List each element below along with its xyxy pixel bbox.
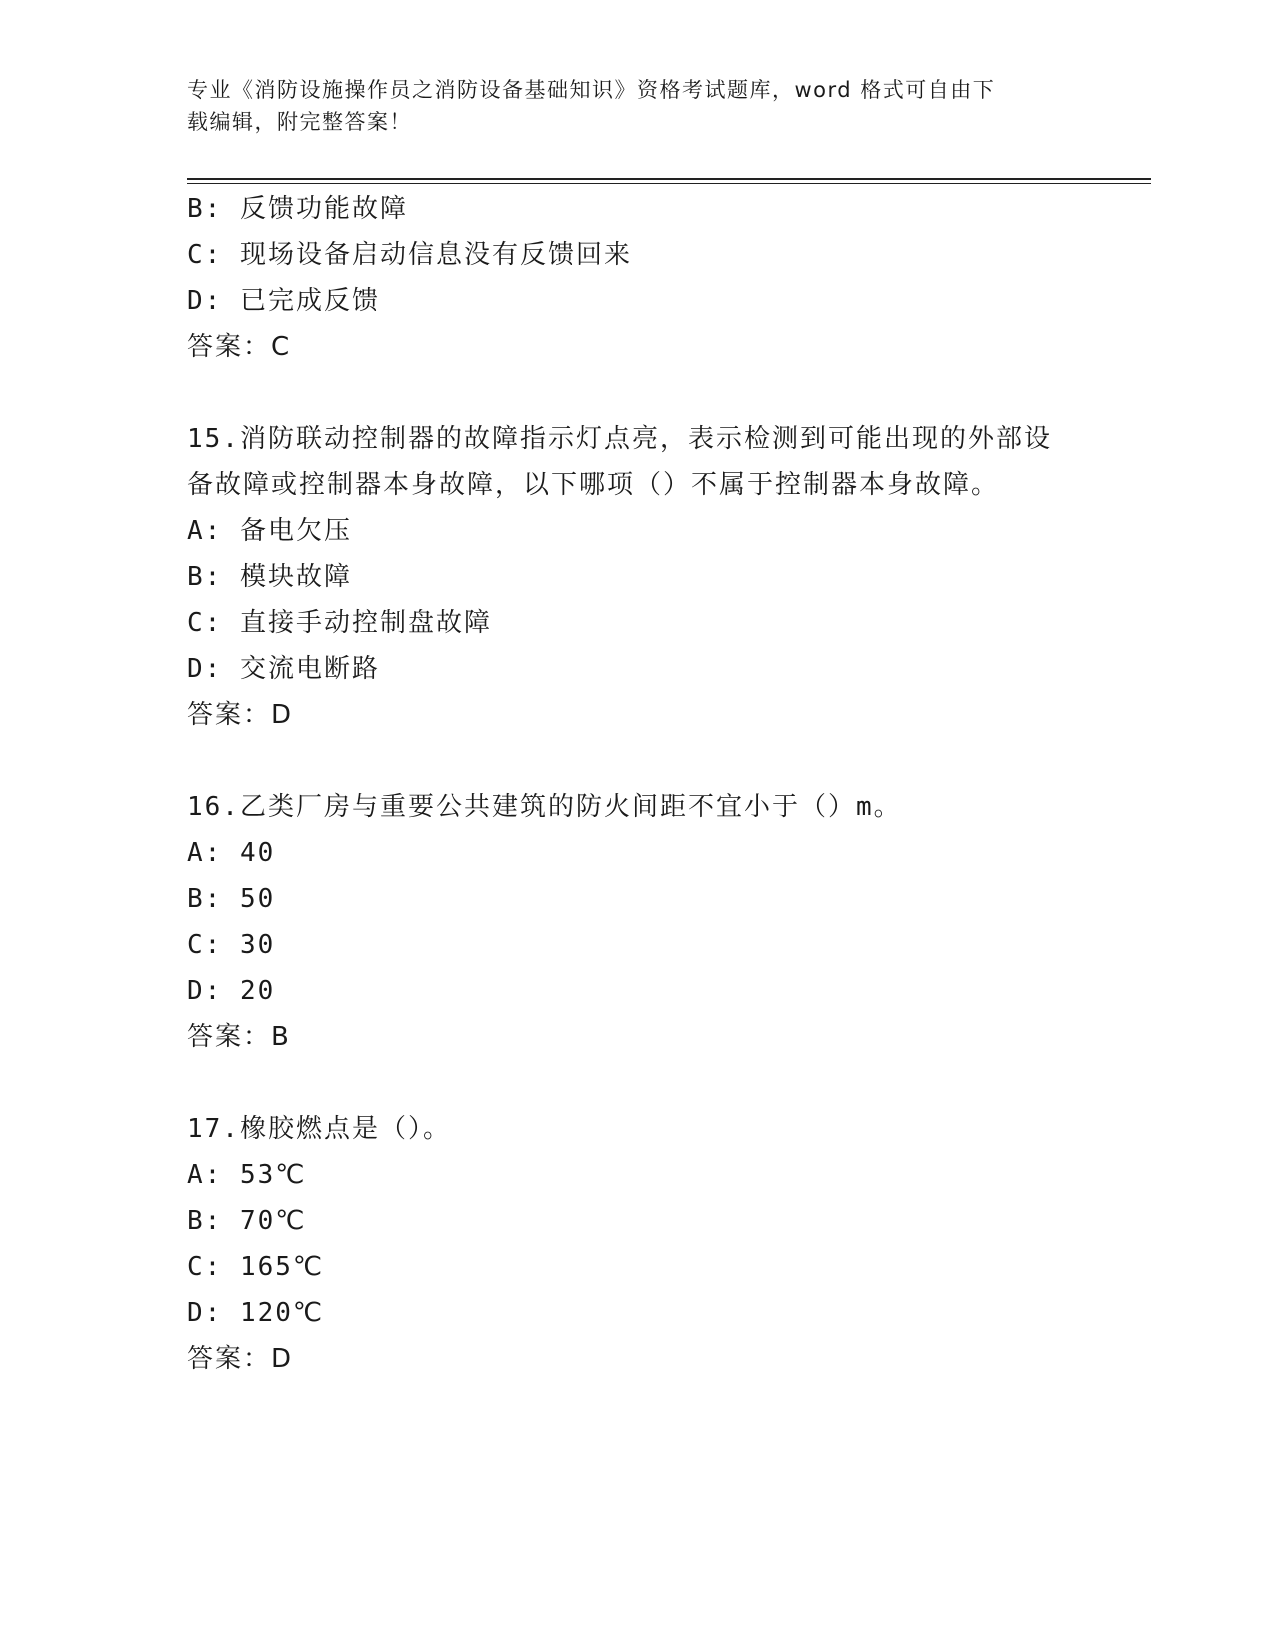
question-text-line-1: 17.橡胶燃点是（）。 bbox=[187, 1114, 451, 1144]
answer: 答案：D bbox=[187, 700, 294, 730]
option-b: B: 模块故障 bbox=[187, 562, 352, 592]
option-a: A: 备电欠压 bbox=[187, 516, 352, 546]
question-16 bbox=[187, 784, 1107, 1060]
option-b: B: 反馈功能故障 bbox=[187, 194, 408, 224]
header-divider-thick bbox=[187, 178, 1151, 180]
option-d: D: 已完成反馈 bbox=[187, 286, 380, 316]
option-b: B: 70℃ bbox=[187, 1206, 307, 1236]
header-line-2: 载编辑，附完整答案！ bbox=[187, 110, 412, 134]
option-c: C: 30 bbox=[187, 930, 276, 960]
question-17 bbox=[187, 1106, 1107, 1382]
question-text-line-1: 16.乙类厂房与重要公共建筑的防火间距不宜小于（）m。 bbox=[187, 792, 902, 822]
answer: 答案：D bbox=[187, 1344, 294, 1374]
question-15 bbox=[187, 416, 1107, 738]
option-c: C: 165℃ bbox=[187, 1252, 325, 1282]
option-d: D: 120℃ bbox=[187, 1298, 325, 1328]
question-continuation bbox=[187, 186, 1107, 370]
question-list bbox=[187, 186, 1107, 1382]
option-d: D: 20 bbox=[187, 976, 276, 1006]
option-a: A: 40 bbox=[187, 838, 276, 868]
option-c: C: 直接手动控制盘故障 bbox=[187, 608, 492, 638]
option-a: A: 53℃ bbox=[187, 1160, 307, 1190]
question-text-line-2: 备故障或控制器本身故障，以下哪项（）不属于控制器本身故障。 bbox=[187, 470, 1000, 500]
header-line-1: 专业《消防设施操作员之消防设备基础知识》资格考试题库，word 格式可自由下 bbox=[187, 78, 996, 102]
option-d: D: 交流电断路 bbox=[187, 654, 380, 684]
document-header bbox=[187, 74, 1087, 138]
question-text-line-1: 15.消防联动控制器的故障指示灯点亮，表示检测到可能出现的外部设 bbox=[187, 424, 1052, 454]
answer: 答案：B bbox=[187, 1022, 291, 1052]
option-b: B: 50 bbox=[187, 884, 276, 914]
option-c: C: 现场设备启动信息没有反馈回来 bbox=[187, 240, 632, 270]
header-divider-thin bbox=[187, 183, 1151, 184]
answer: 答案：C bbox=[187, 332, 292, 362]
